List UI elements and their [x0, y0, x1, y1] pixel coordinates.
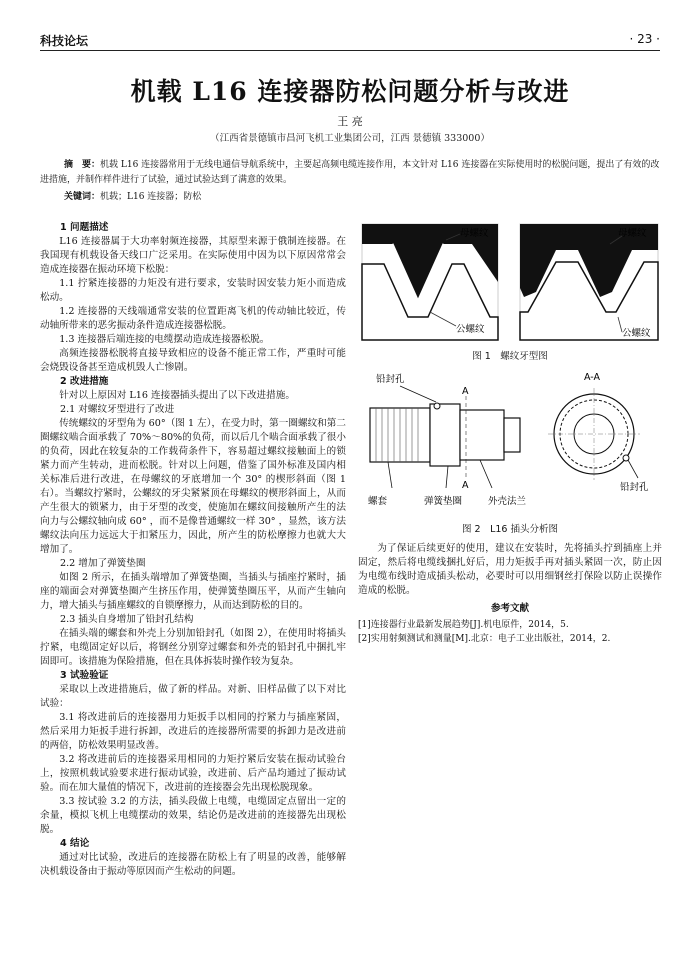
author: 王 亮	[337, 115, 363, 128]
paragraph: 通过对比试验，改进后的连接器在防松上有了明显的改善，能够解决机载设备由于振动等原因而产生松动的问题。	[40, 852, 346, 877]
male-thread-label-left: 公螺纹	[456, 324, 485, 335]
references-heading: 参考文献	[490, 603, 529, 614]
section-marker-bottom: A	[462, 480, 469, 491]
standard-thread-profile	[362, 224, 498, 340]
paragraph: 3.3 按试验 3.2 的方法，插头段做上电缆，电缆固定点留出一定的余量，模拟飞机上电缆摆动的效果，结论仍是改进前的连接器先出现松脱。	[40, 796, 346, 835]
subsection-heading: 2.1 对螺纹牙型进行了改进	[60, 404, 175, 415]
figure-2	[362, 368, 660, 518]
seal-hole-label-top: 铅封孔	[376, 374, 405, 385]
reference-item: [1]连接器行业最新发展趋势[J].机电原件，2014，5.	[358, 620, 569, 630]
paper-title: 机载 L16 连接器防松问题分析与改进	[130, 77, 570, 106]
paragraph: 3.1 将改进前后的连接器用力矩扳手以相同的拧紧力与插座紧固，然后采用力矩扳手进行拆卸，改进后的连接器所需要的拆卸力是改进前的两倍，防松效果明显改善。	[40, 712, 346, 751]
sleeve-label: 螺套	[368, 496, 388, 507]
section-1-heading: 1 问题描述	[60, 222, 109, 233]
paragraph: 1.1 拧紧连接器的力矩没有进行要求，安装时因安装力矩小而造成松动。	[40, 278, 346, 303]
paragraph: 3.2 将改进前后的连接器采用相同的力矩拧紧后安装在振动试验台上，按照机载试验要求进行振动试验，改进前、后产品均通过了振动试验。而在加大量值的情况下，改进前的连接器会先出现松脱现象。	[40, 754, 346, 793]
subsection-heading: 2.3 插头自身增加了铅封孔结构	[60, 614, 194, 625]
reference-item: [2]实用射频测试和测量[M].北京：电子工业出版社，2014，2.	[358, 634, 611, 644]
section-label: A-A	[584, 372, 601, 383]
page-number: · 23 ·	[629, 32, 660, 46]
figure-2-caption: 图 2 L16 插头分析图	[462, 524, 558, 535]
paragraph: 传统螺纹的牙型角为 60°（图 1 左），在受力时，第一圈螺纹和第二圈螺纹啮合面承载了 70%～80%的负荷，而以后几个啮合面承载了很小的负荷，因此在较复杂的工作载荷条件下，容易超过螺纹接触面上的锁紧力而产生转动，进而松脱。针对以上问题，借鉴了国外标准及国内相关标准后进行改进，在母螺纹的牙底增加一个 30° 的楔形斜面（图 1 右）。当螺纹拧紧时，公螺纹的牙尖紧紧顶在母螺纹的楔形斜面上，从而产生很大的锁紧力，由于牙型的改变，使施加在螺纹间接触所产生的法向力与公螺纹轴向成 60° ，而不是像普通螺纹一样 30° ，显然，该方法螺纹法向压力远远大于扣紧压力，因此，所产生的防松摩擦力也就大大增加了。	[40, 418, 346, 555]
paragraph: 1.2 连接器的天线端通常安装的位置距离飞机的传动轴比较近，传动轴所带来的恶劣振动条件造成连接器松脱。	[40, 306, 346, 331]
wedge-thread-profile	[520, 224, 658, 340]
affiliation: （江西省景德镇市昌河飞机工业集团公司，江西 景德镇 333000）	[210, 133, 490, 144]
abstract-text: 机载 L16 连接器常用于无线电通信导航系统中，主要起高频电缆连接作用，本文针对 L16 连接器在实际使用时的松脱问题，提出了有效的改进措施，并制作样件进行了试验，通过试验达到了满意的效果。	[40, 160, 660, 185]
section-a-a-view	[548, 388, 640, 480]
subsection-heading: 2.2 增加了弹簧垫圈	[60, 558, 146, 569]
paragraph: 针对以上原因对 L16 连接器插头提出了以下改进措施。	[59, 390, 295, 401]
male-thread-label-right: 公螺纹	[622, 328, 651, 339]
left-column	[40, 221, 346, 879]
figure-1	[360, 222, 660, 342]
paragraph: 在插头端的螺套和外壳上分别加铅封孔（如图 2），在使用时将插头拧紧，电缆固定好以后，将钢丝分别穿过螺套和外壳的铅封孔中捆扎牢固即可。该措施为保险措施，但在具体拆装时操作较为复杂。	[40, 628, 346, 667]
abstract	[40, 158, 660, 188]
shell-flange-label: 外壳法兰	[488, 496, 527, 507]
section-2-heading: 2 改进措施	[60, 376, 109, 387]
connector-drawing	[362, 368, 660, 518]
journal-section: 科技论坛	[40, 34, 89, 48]
section-4-heading: 4 结论	[60, 838, 90, 849]
paragraph: 如图 2 所示，在插头端增加了弹簧垫圈，当插头与插座拧紧时，插座的端面会对弹簧垫圈产生挤压作用，使弹簧垫圈压平，从而产生轴向力，增大插头与插座螺纹的自锁摩擦力，从而达到防松的目的。	[40, 572, 346, 611]
figure-1-caption: 图 1 螺纹牙型图	[472, 351, 548, 362]
keywords-text: 机载；L16 连接器；防松	[100, 192, 202, 202]
female-thread-label-right: 母螺纹	[618, 228, 647, 239]
paragraph: 采取以上改进措施后，做了新的样品。对新、旧样品做了以下对比试验：	[40, 684, 346, 709]
right-column	[358, 542, 662, 646]
keywords-label: 关键词：	[64, 192, 101, 202]
paragraph: 高频连接器松脱将直接导致相应的设备不能正常工作，严重时可能会烧毁设备甚至造成机毁人亡惨剧。	[40, 348, 346, 373]
plug-side-view	[370, 386, 520, 488]
seal-hole-label-right: 铅封孔	[620, 482, 649, 493]
thread-profile-drawing	[360, 222, 660, 342]
section-3-heading: 3 试验验证	[60, 670, 109, 681]
paragraph: L16 连接器属于大功率射频连接器，其原型来源于俄制连接器。在我国现有机载设备天线口广泛采用。在实际使用中因为以下原因常常会造成连接器在振动环境下松脱：	[40, 236, 346, 275]
section-marker-top: A	[462, 386, 469, 397]
female-thread-label-left: 母螺纹	[460, 228, 489, 239]
paragraph: 1.3 连接器后端连接的电缆摆动造成连接器松脱。	[59, 334, 270, 345]
running-header	[40, 26, 660, 51]
keywords	[64, 189, 201, 202]
spring-washer-label: 弹簧垫圈	[424, 496, 463, 507]
paragraph: 为了保证后续更好的使用，建议在安装时，先将插头拧到插座上并固定，然后将电缆线捆扎好后，用力矩扳手再对插头紧固一次，防止因为电缆布线时造成插头松动，必要时可以用细钢丝打保险以防止误操作造成的松脱。	[358, 543, 662, 596]
abstract-label: 摘 要：	[64, 160, 101, 170]
